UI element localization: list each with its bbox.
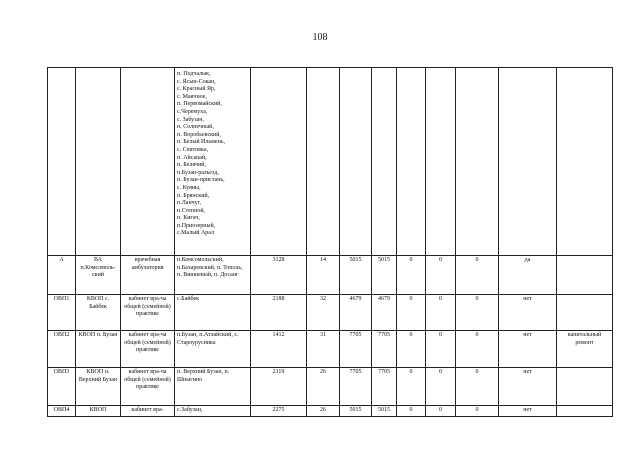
table-row: [48, 256, 613, 295]
value-cell: 31: [307, 331, 340, 368]
note-cell: [557, 406, 613, 417]
value-cell: 0: [456, 368, 499, 406]
type-cell: кабинет вра-ча общей (семейной) практике: [121, 368, 175, 406]
population-cell: 2119: [251, 368, 307, 406]
population-cell: 2188: [251, 295, 307, 331]
value-cell: 0: [397, 406, 426, 417]
value-cell: 14: [307, 256, 340, 295]
value-cell: 0: [397, 256, 426, 295]
value-cell: 0: [397, 331, 426, 368]
facility-cell: КВОП с. Байбек: [76, 295, 121, 331]
type-cell: врачебная амбулатория: [121, 256, 175, 295]
code-cell: А: [48, 256, 76, 295]
code-cell: ОВП1: [48, 295, 76, 331]
status-cell: нет: [499, 406, 557, 417]
type-cell: кабинет вра-ча общей (семейной) практике: [121, 295, 175, 331]
value-cell: 0: [456, 406, 499, 417]
villages-cell: п.Комсомольский, п.Бахаревский, п. Тополь, п. Вишневый, п. Досанг: [175, 256, 251, 295]
value-cell: 5015: [340, 256, 372, 295]
value-cell: 4679: [340, 295, 372, 331]
value-cell: 5015: [340, 406, 372, 417]
value-cell: 7705: [372, 331, 397, 368]
status-cell: нет: [499, 368, 557, 406]
facility-cell: КВОП: [76, 406, 121, 417]
value-cell: 0: [426, 406, 456, 417]
table-row: [48, 368, 613, 406]
status-cell: да: [499, 256, 557, 295]
value-cell: 0: [456, 295, 499, 331]
code-cell: ОВП2: [48, 331, 76, 368]
table-row: [48, 295, 613, 331]
value-cell: 4679: [372, 295, 397, 331]
value-cell: 7705: [340, 368, 372, 406]
facility-cell: [76, 68, 121, 256]
page-number: 108: [312, 32, 328, 43]
value-cell: 26: [307, 406, 340, 417]
value-cell: 0: [426, 331, 456, 368]
value-cell: 26: [307, 368, 340, 406]
note-cell: [557, 256, 613, 295]
code-cell: ОВП3: [48, 368, 76, 406]
status-cell: нет: [499, 331, 557, 368]
status-cell: нет: [499, 295, 557, 331]
population-cell: 3128: [251, 256, 307, 295]
table-row: [48, 68, 613, 256]
villages-cell: с.Забузан,: [175, 406, 251, 417]
villages-cell: с.Байбек: [175, 295, 251, 331]
value-cell: 7705: [372, 368, 397, 406]
type-cell: кабинет вра-ча общей (семейной) практике: [121, 331, 175, 368]
facility-cell: КВОП п. Верхний Бузан: [76, 368, 121, 406]
facility-table: [47, 67, 613, 417]
value-cell: 7705: [340, 331, 372, 368]
note-cell: [557, 295, 613, 331]
code-cell: ОВП4: [48, 406, 76, 417]
table-row: [48, 331, 613, 368]
value-cell: 0: [426, 368, 456, 406]
value-cell: 0: [397, 295, 426, 331]
value-cell: 0: [397, 368, 426, 406]
villages-cell: п. Подчалык, с. Ясын-Сокан, с. Красный Яр, с. Маячное, п. Первомайский, с.Черемуха, с. Забузан, п. Солнечный, п. Воробьевский, п. Белый Ильмень, с. Сеитовка, п. Айсапай, п. Белячий, п.Бузан-разъезд, п. Бузан-пристань, с. Куяны, п. Брянский, п.Ланчуг, п.Степной, п. Кигач, п.Приозерный, с.Малый Арал: [175, 68, 251, 256]
population-cell: 1412: [251, 331, 307, 368]
type-cell: [121, 68, 175, 256]
value-cell: 0: [426, 256, 456, 295]
type-cell: кабинет вра-: [121, 406, 175, 417]
note-cell: [557, 368, 613, 406]
population-cell: 2275: [251, 406, 307, 417]
value-cell: 5015: [372, 256, 397, 295]
note-cell: капитальный ремонт: [557, 331, 613, 368]
value-cell: 5015: [372, 406, 397, 417]
value-cell: 0: [456, 331, 499, 368]
table-row: [48, 406, 613, 417]
facility-cell: ВА п.Комсомоль-ский: [76, 256, 121, 295]
villages-cell: п. Верхний Бузан, п. Шныгино: [175, 368, 251, 406]
facility-cell: КВОП п. Бузан: [76, 331, 121, 368]
value-cell: 0: [456, 256, 499, 295]
value-cell: 0: [426, 295, 456, 331]
value-cell: 32: [307, 295, 340, 331]
villages-cell: п.Бузан, п.Атлайский, с. Староурусника: [175, 331, 251, 368]
code-cell: [48, 68, 76, 256]
